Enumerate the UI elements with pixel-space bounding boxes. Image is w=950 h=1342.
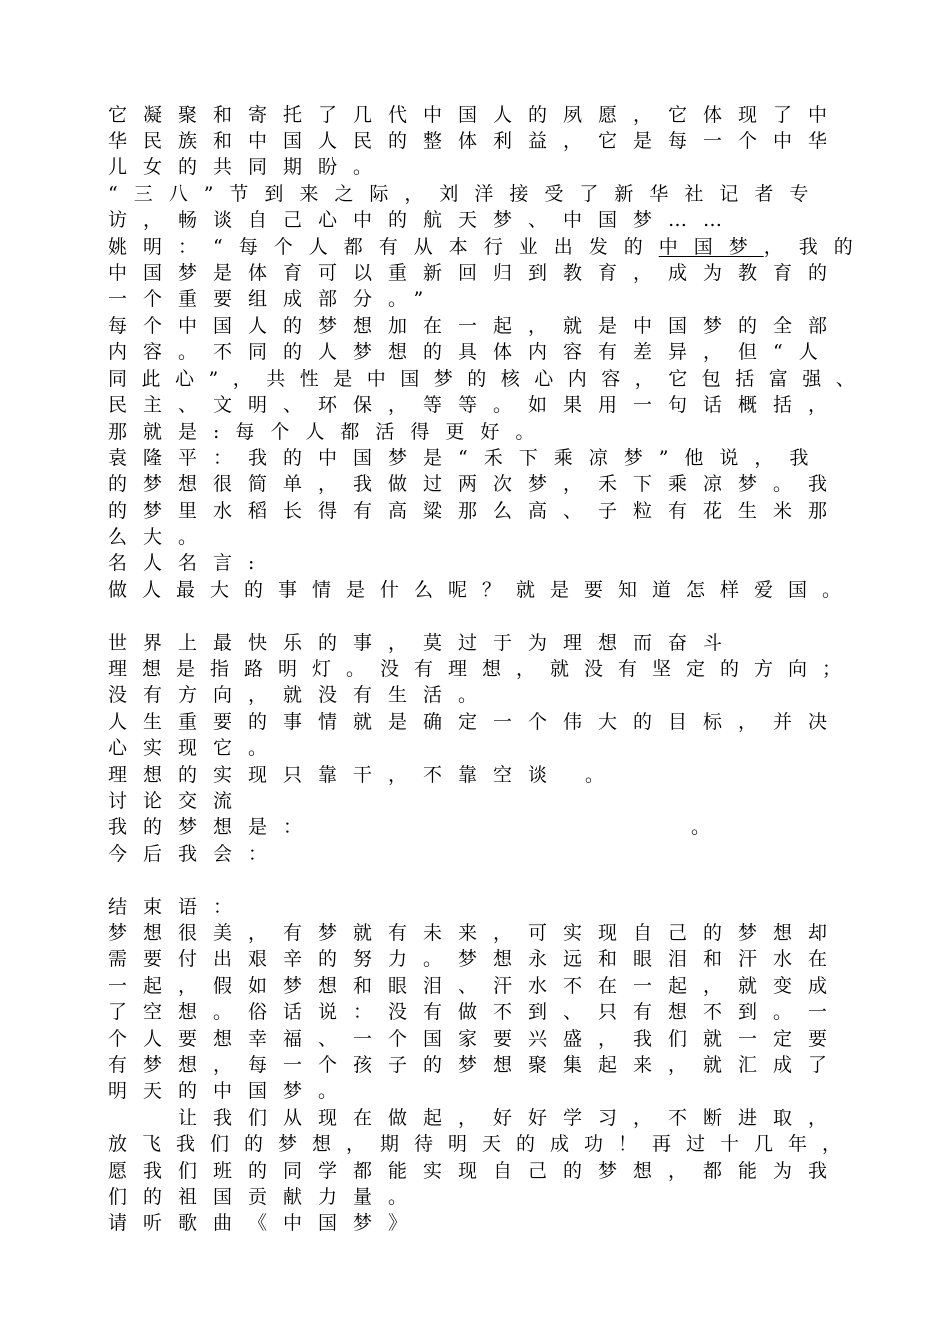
future-line: 今后我会：	[108, 843, 284, 865]
paragraph-line: 同此心”，共性是中国梦的核心内容，它包括富强、	[108, 368, 870, 390]
text-segment: ，我的	[763, 236, 869, 258]
paragraph-line: 的梦想很简单，我做过两次梦，禾下乘凉梦。我	[108, 473, 844, 495]
paragraph-line: 们的祖国贡献力量。	[108, 1186, 424, 1208]
heading-quotes: 名人名言:	[108, 552, 271, 574]
text-segment: 。	[691, 816, 727, 838]
paragraph-line: 一起，假如梦想和眼泪、汗水不在一起，就变成	[108, 975, 844, 997]
paragraph-line: 个人要想幸福、一个国家要兴盛，我们就一定要	[108, 1028, 844, 1050]
quote-line: 理想的实现只靠干，不靠空谈 。	[108, 764, 621, 786]
heading-discussion: 讨论交流	[108, 790, 249, 812]
paragraph-line: “三八”节到来之际，刘洋接受了新华社记者专	[108, 183, 825, 205]
paragraph-line: 华民族和中国人民的整体利益，它是每一个中华	[108, 130, 844, 152]
paragraph-line: 么大。	[108, 526, 214, 548]
paragraph-line: 梦想很美，有梦就有未来，可实现自己的梦想却	[108, 922, 844, 944]
my-dream-line	[108, 814, 728, 840]
quote-line: 没有方向，就没有生活。	[108, 684, 494, 706]
paragraph-line: 愿我们班的同学都能实现自己的梦想，都能为我	[108, 1160, 844, 1182]
paragraph-line: 儿女的共同期盼。	[108, 156, 389, 178]
quote-line: 心实现它。	[108, 737, 284, 759]
paragraph-line: 让我们从现在做起，好好学习，不断进取，	[178, 1107, 844, 1129]
paragraph-line: 那就是:每个人都活得更好。	[108, 421, 551, 443]
text-segment: 我的梦想是：	[108, 816, 319, 838]
paragraph-line	[108, 234, 869, 260]
quote-line: 理想是指路明灯。没有理想，就没有坚定的方向；	[108, 658, 857, 680]
paragraph-line: 的梦里水稻长得有高粱那么高、子粒有花生米那	[108, 500, 844, 522]
song-line: 请听歌曲《中国梦》	[108, 1212, 424, 1234]
paragraph-line: 中国梦是体育可以重新回归到教育，成为教育的	[108, 262, 844, 284]
paragraph-line: 放飞我们的梦想，期待明天的成功！再过十几年，	[108, 1133, 857, 1155]
paragraph-line: 一个重要组成部分。”	[108, 288, 440, 310]
paragraph-line: 袁隆平：我的中国梦是“禾下乘凉梦”他说，我	[108, 447, 825, 469]
quote-line: 世界上最快乐的事，莫过于为理想而奋斗	[108, 632, 739, 654]
paragraph-line: 了空想。俗话说：没有做不到、只有想不到。一	[108, 1001, 844, 1023]
paragraph-line: 访，畅谈自己心中的航天梦、中国梦……	[108, 209, 739, 231]
paragraph-line: 有梦想，每一个孩子的梦想聚集起来，就汇成了	[108, 1054, 844, 1076]
paragraph-line: 民主、文明、环保，等等。如果用一句话概括，	[108, 394, 844, 416]
paragraph-line: 它凝聚和寄托了几代中国人的夙愿，它体现了中	[108, 104, 844, 126]
underlined-phrase: 中国梦	[658, 236, 764, 258]
paragraph-line: 明天的中国梦。	[108, 1080, 354, 1102]
quote-line: 人生重要的事情就是确定一个伟大的目标，并决	[108, 711, 844, 733]
paragraph-line: 每个中国人的梦想加在一起，就是中国梦的全部	[108, 315, 844, 337]
paragraph-line: 内容。不同的人梦想的具体内容有差异，但“人	[108, 341, 834, 363]
quote-line: 做人最大的事情是什么呢？就是要知道怎样爱国。	[108, 579, 857, 601]
text-segment: 姚明：“每个人都有从本行业出发的	[108, 236, 659, 258]
paragraph-line: 需要付出艰辛的努力。梦想永远和眼泪和汗水在	[108, 948, 844, 970]
heading-conclusion: 结束语：	[108, 896, 249, 918]
